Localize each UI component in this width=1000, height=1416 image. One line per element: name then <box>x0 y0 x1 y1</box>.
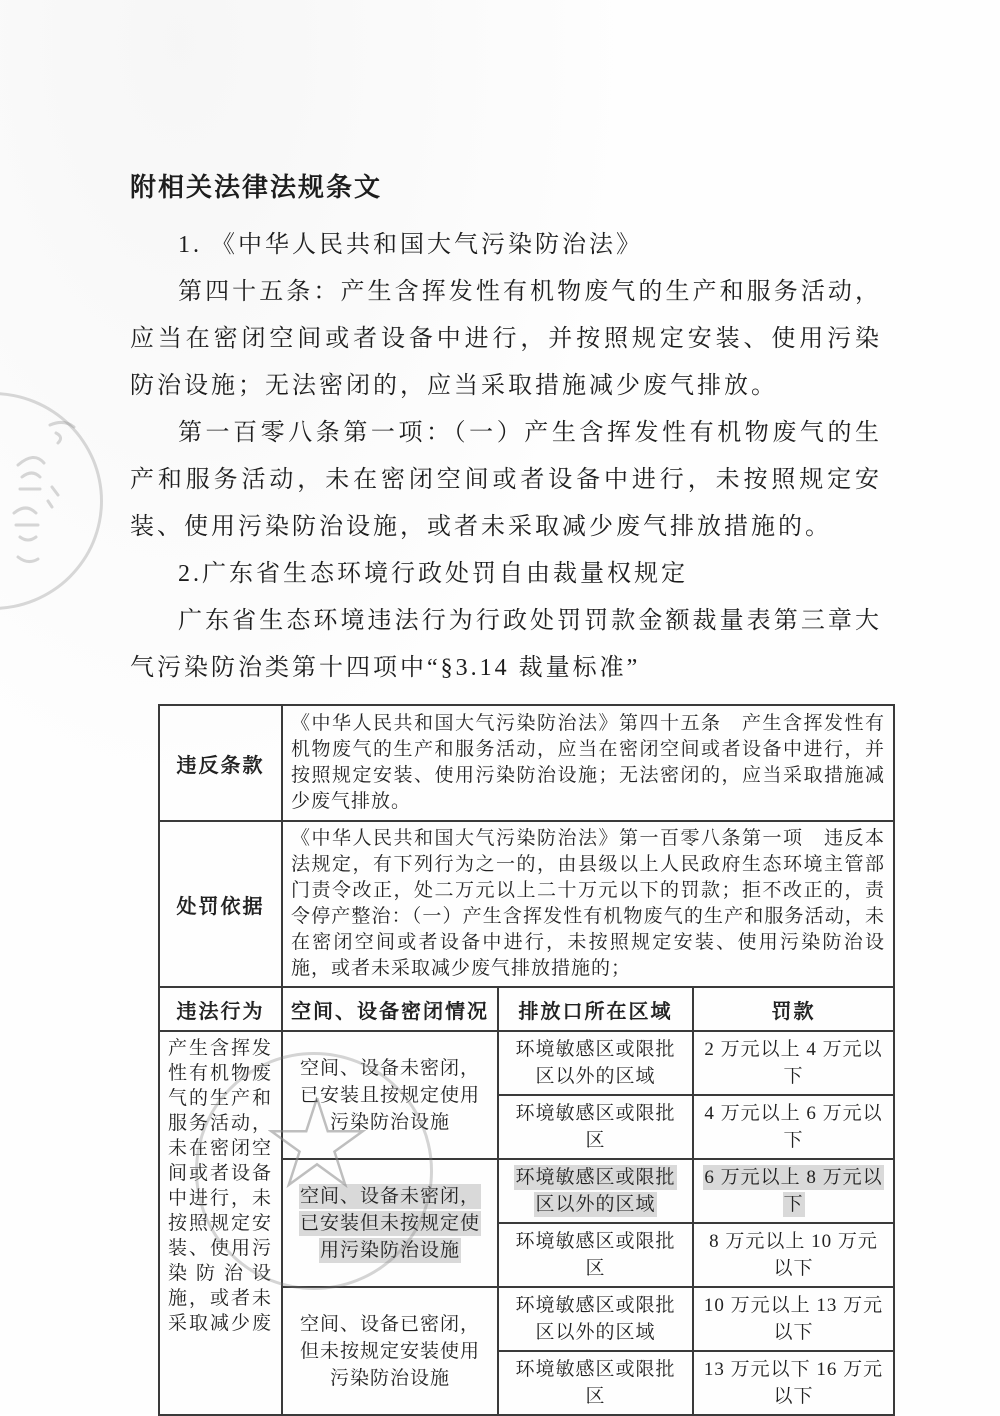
clause-row-label: 违反条款 <box>159 705 282 821</box>
left-edge-stamp-icon <box>0 392 103 610</box>
column-header-fine: 罚款 <box>693 987 894 1031</box>
paragraph-discretion-standard: 广东省生态环境违法行为行政处罚罚款金额裁量表第三章大气污染防治类第十四项中“§3.14 裁量标准” <box>130 608 882 681</box>
table-row <box>159 705 894 821</box>
document-body <box>130 170 886 1416</box>
area-cell: 环境敏感区或限批区 <box>498 1351 693 1415</box>
fine-cell: 8 万元以上 10 万元以下 <box>693 1223 894 1287</box>
area-cell: 环境敏感区或限批区 <box>498 1095 693 1159</box>
area-cell-highlighted <box>498 1159 693 1223</box>
fine-cell: 2 万元以上 4 万元以下 <box>693 1031 894 1095</box>
fine-cell: 13 万元以下 16 万元以下 <box>693 1351 894 1415</box>
paragraph-article-108: 第一百零八条第一项：（一）产生含挥发性有机物废气的生产和服务活动，未在密闭空间或者设备中进行，未按照规定安装、使用污染防治设施，或者未采取减少废气排放措施的。 <box>130 420 882 540</box>
highlighted-text: 空间、设备未密闭，已安装但未按规定使用污染防治设施 <box>299 1185 480 1261</box>
highlighted-text: 环境敏感区或限批区以外的区域 <box>515 1167 676 1215</box>
table-row <box>159 821 894 987</box>
area-cell: 环境敏感区或限批区以外的区域 <box>498 1287 693 1351</box>
table-row <box>159 1031 894 1095</box>
condition-cell: 空间、设备未密闭，已安装且按规定使用污染防治设施 <box>282 1031 498 1159</box>
penalty-discretion-table <box>158 704 895 1416</box>
condition-cell-highlighted <box>282 1159 498 1287</box>
fine-cell-highlighted <box>693 1159 894 1223</box>
column-header-violation: 违法行为 <box>159 987 282 1031</box>
violation-text-cell: 产生含挥发性有机物废气的生产和服务活动，未在密闭空间或者设备中进行，未按照规定安装、使用污染防治设施，或者未采取减少废 <box>159 1031 282 1415</box>
basis-row-label: 处罚依据 <box>159 821 282 987</box>
fine-cell: 10 万元以上 13 万元以下 <box>693 1287 894 1351</box>
highlighted-text: 6 万元以上 8 万元以下 <box>704 1167 883 1215</box>
paragraph-article-45: 第四十五条：产生含挥发性有机物废气的生产和服务活动，应当在密闭空间或者设备中进行，并按照规定安装、使用污染防治设施；无法密闭的，应当采取措施减少废气排放。 <box>130 279 882 399</box>
table-header-row <box>159 987 894 1031</box>
paragraph-guangdong-regulation: 2.广东省生态环境行政处罚自由裁量权规定 <box>178 561 688 587</box>
paragraph-law-title: 1. 《中华人民共和国大气污染防治法》 <box>178 232 643 258</box>
stamp-marks-icon <box>12 417 82 577</box>
fine-cell: 4 万元以上 6 万元以下 <box>693 1095 894 1159</box>
column-header-area: 排放口所在区域 <box>498 987 693 1031</box>
column-header-enclosure: 空间、设备密闭情况 <box>282 987 498 1031</box>
area-cell: 环境敏感区或限批区以外的区域 <box>498 1031 693 1095</box>
area-cell: 环境敏感区或限批区 <box>498 1223 693 1287</box>
basis-text-cell: 《中华人民共和国大气污染防治法》第一百零八条第一项 违反本法规定，有下列行为之一的，由县级以上人民政府生态环境主管部门责令改正，处二万元以上二十万元以下的罚款；拒不改正的，责令停产整治：（一）产生含挥发性有机物废气的生产和服务活动，未在密闭空间或者设备中进行，未按照规定安装、使用污染防治设施，或者未采取减少废气排放措施的； <box>282 821 894 987</box>
condition-cell: 空间、设备已密闭，但未按规定安装使用污染防治设施 <box>282 1287 498 1415</box>
clause-text-cell: 《中华人民共和国大气污染防治法》第四十五条 产生含挥发性有机物废气的生产和服务活动，应当在密闭空间或者设备中进行，并按照规定安装、使用污染防治设施；无法密闭的，应当采取措施减少废气排放。 <box>282 705 894 821</box>
page-title: 附相关法律法规条文 <box>130 173 383 202</box>
